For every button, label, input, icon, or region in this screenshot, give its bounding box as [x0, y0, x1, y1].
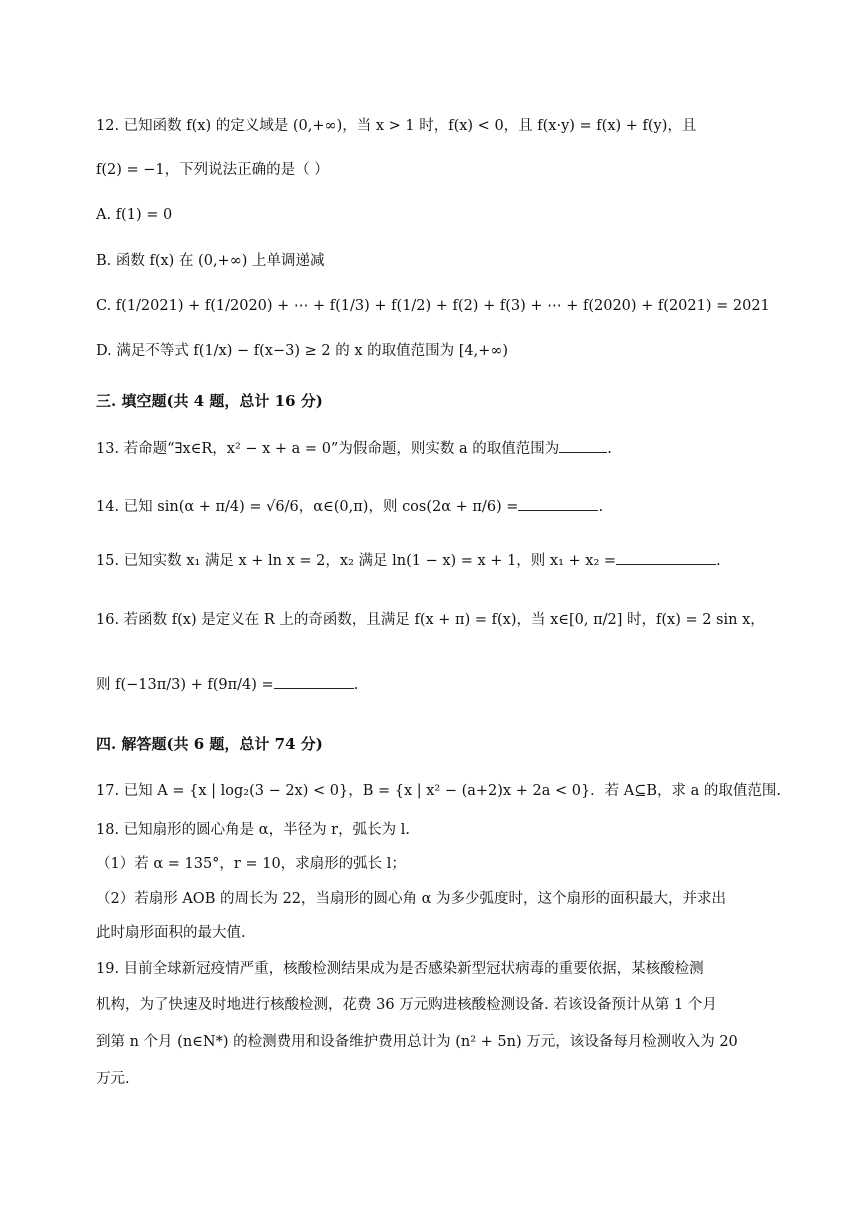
q13-answer-blank	[559, 438, 607, 453]
q13-line: 13. 若命题“∃x∈R，x² − x + a = 0”为假命题，则实数 a 的取值范围为 .	[96, 438, 612, 460]
q16-line2-text: 则 f(−13π/3) + f(9π/4) =	[96, 677, 274, 693]
q16-answer-blank	[274, 674, 354, 689]
q19-line2: 机构，为了快速及时地进行核酸检测，花费 36 万元购进核酸检测设备. 若该设备预计从第 1 个月	[96, 997, 717, 1013]
q12-option-b: B. 函数 f(x) 在 (0,+∞) 上单调递减	[96, 253, 325, 269]
q12-option-a: A. f(1) = 0	[96, 207, 173, 223]
q12-option-c: C. f(1/2021) + f(1/2020) + ⋯ + f(1/3) + f(1/2) + f(2) + f(3) + ⋯ + f(2020) + f(2021) = 2021	[96, 298, 770, 314]
q12-line1: 12. 已知函数 f(x) 的定义域是 (0,+∞)，当 x > 1 时，f(x) < 0，且 f(x·y) = f(x) + f(y)，且	[96, 118, 697, 134]
q13-text: 13. 若命题“∃x∈R，x² − x + a = 0”为假命题，则实数 a 的取值范围为	[96, 441, 560, 457]
q19-line1: 19. 目前全球新冠疫情严重，核酸检测结果成为是否感染新型冠状病毒的重要依据，某核酸检测	[96, 961, 704, 977]
q12-line2: f(2) = −1，下列说法正确的是（ ）	[96, 162, 329, 178]
q17-line: 17. 已知 A = {x | log₂(3 − 2x) < 0}，B = {x | x² − (a+2)x + 2a < 0}．若 A⊆B，求 a 的取值范围.	[96, 783, 782, 799]
q14-answer-blank	[518, 496, 598, 511]
q15-text: 15. 已知实数 x₁ 满足 x + ln x = 2，x₂ 满足 ln(1 − x) = x + 1，则 x₁ + x₂ =	[96, 553, 617, 569]
q18-part1: （1）若 α = 135°，r = 10，求扇形的弧长 l；	[96, 856, 406, 872]
q18-part2-line2: 此时扇形面积的最大值.	[96, 925, 246, 941]
q19-line3: 到第 n 个月 (n∈N*) 的检测费用和设备维护费用总计为 (n² + 5n) 万元，该设备每月检测收入为 20	[96, 1034, 738, 1050]
section-heading-solutions: 四. 解答题(共 6 题，总计 74 分)	[96, 735, 323, 753]
q15-line: 15. 已知实数 x₁ 满足 x + ln x = 2，x₂ 满足 ln(1 − x) = x + 1，则 x₁ + x₂ = .	[96, 550, 721, 572]
q18-stem: 18. 已知扇形的圆心角是 α，半径为 r，弧长为 l.	[96, 822, 410, 838]
q14-line: 14. 已知 sin(α + π/4) = √6/6，α∈(0,π)，则 cos(2α + π/6) = .	[96, 496, 603, 518]
q12-option-d: D. 满足不等式 f(1/x) − f(x−3) ≥ 2 的 x 的取值范围为 [4,+∞)	[96, 343, 509, 359]
q19-line4: 万元.	[96, 1071, 130, 1087]
q16-line1: 16. 若函数 f(x) 是定义在 R 上的奇函数，且满足 f(x + π) = f(x)，当 x∈[0, π/2] 时，f(x) = 2 sin x，	[96, 612, 765, 628]
q16-line2: 则 f(−13π/3) + f(9π/4) = .	[96, 674, 358, 696]
q18-part2-line1: （2）若扇形 AOB 的周长为 22，当扇形的圆心角 α 为多少弧度时，这个扇形的面积最大，并求出	[96, 891, 727, 907]
q15-answer-blank	[616, 550, 716, 565]
section-heading-fill-blank: 三. 填空题(共 4 题，总计 16 分)	[96, 392, 323, 410]
q14-text: 14. 已知 sin(α + π/4) = √6/6，α∈(0,π)，则 cos(2α + π/6) =	[96, 499, 519, 515]
